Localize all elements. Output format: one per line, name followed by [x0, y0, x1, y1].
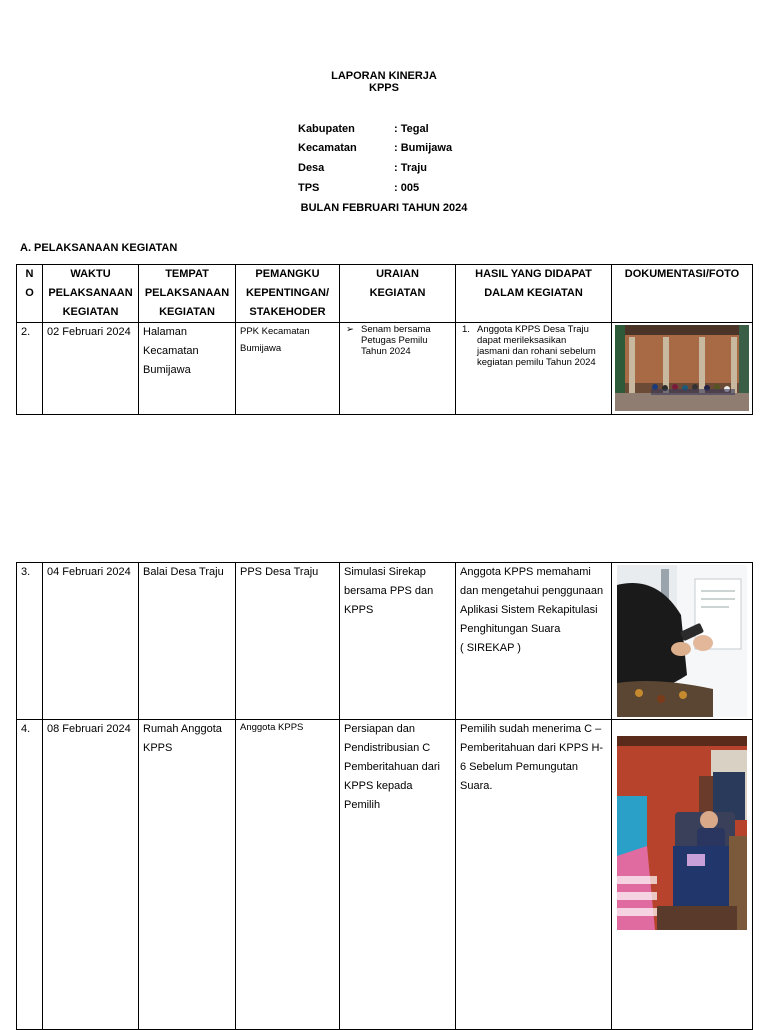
report-title-line2: KPPS: [369, 82, 399, 94]
row-waktu: 08 Februari 2024: [43, 720, 139, 1030]
row-uraian: ➢ Senam bersama Petugas Pemilu Tahun 2024: [340, 323, 456, 415]
row-photo-cell: [612, 563, 753, 720]
row-pemangku: Anggota KPPS: [236, 720, 340, 1030]
photo-distribution: [617, 736, 747, 930]
header-uraian: URAIAN KEGIATAN: [340, 265, 456, 323]
header-no: N O: [17, 265, 43, 323]
table-row: [17, 563, 753, 720]
row-pemangku: PPK Kecamatan Bumijawa: [236, 323, 340, 415]
row-photo-cell: [612, 720, 753, 1030]
photo-group-exercise: [615, 325, 749, 411]
meta-label-kecamatan: Kecamatan: [298, 142, 357, 154]
header-pemangku: PEMANGKU KEPENTINGAN/ STAKEHODER: [236, 265, 340, 323]
photo-sirekap-simulation: [617, 565, 747, 717]
header-dokumentasi: DOKUMENTASI/FOTO: [612, 265, 753, 323]
row-uraian: Simulasi Sirekap bersama PPS dan KPPS: [340, 563, 456, 720]
row-hasil: 1. Anggota KPPS Desa Traju dapat merileksasikan jasmani dan rohani sebelum kegiatan pemilu Tahun 2024: [456, 323, 612, 415]
meta-value-desa: : Traju: [394, 162, 428, 174]
meta-value-tps: : 005: [394, 182, 420, 194]
row-uraian: Persiapan dan Pendistribusian C Pemberitahuan dari KPPS kepada Pemilih: [340, 720, 456, 1030]
header-hasil: HASIL YANG DIDAPAT DALAM KEGIATAN: [456, 265, 612, 323]
meta-label-tps: TPS: [298, 182, 320, 194]
row-tempat: Rumah Anggota KPPS: [139, 720, 236, 1030]
row-waktu: 02 Februari 2024: [43, 323, 139, 415]
meta-value-kecamatan: : Bumijawa: [394, 142, 453, 154]
row-hasil: Anggota KPPS memahami dan mengetahui penggunaan Aplikasi Sistem Rekapitulasi Penghitungan Suara ( SIREKAP ): [456, 563, 612, 720]
arrow-bullet-icon: ➢: [346, 324, 354, 335]
row-no: 2.: [17, 323, 43, 415]
table-header-row: [17, 265, 753, 323]
row-tempat: Balai Desa Traju: [139, 563, 236, 720]
report-title: [0, 70, 768, 94]
row-photo-cell: [612, 323, 753, 415]
report-title-line1: LAPORAN KINERJA: [331, 70, 437, 82]
header-waktu: WAKTU PELAKSANAAN KEGIATAN: [43, 265, 139, 323]
report-month: BULAN FEBRUARI TAHUN 2024: [300, 202, 468, 214]
section-heading: A. PELAKSANAAN KEGIATAN: [20, 242, 178, 254]
row-no: 4.: [17, 720, 43, 1030]
table-row: [17, 323, 753, 415]
meta-value-kabupaten: : Tegal: [394, 123, 429, 135]
row-pemangku: PPS Desa Traju: [236, 563, 340, 720]
table-row: [17, 720, 753, 1030]
meta-label-desa: Desa: [298, 162, 325, 174]
row-waktu: 04 Februari 2024: [43, 563, 139, 720]
header-tempat: TEMPAT PELAKSANAAN KEGIATAN: [139, 265, 236, 323]
row-tempat: Halaman Kecamatan Bumijawa: [139, 323, 236, 415]
row-hasil: Pemilih sudah menerima C – Pemberitahuan dari KPPS H- 6 Sebelum Pemungutan Suara.: [456, 720, 612, 1030]
activity-table-part2: [16, 562, 753, 1030]
row-no: 3.: [17, 563, 43, 720]
activity-table-part1: [16, 264, 753, 415]
meta-label-kabupaten: Kabupaten: [298, 123, 355, 135]
